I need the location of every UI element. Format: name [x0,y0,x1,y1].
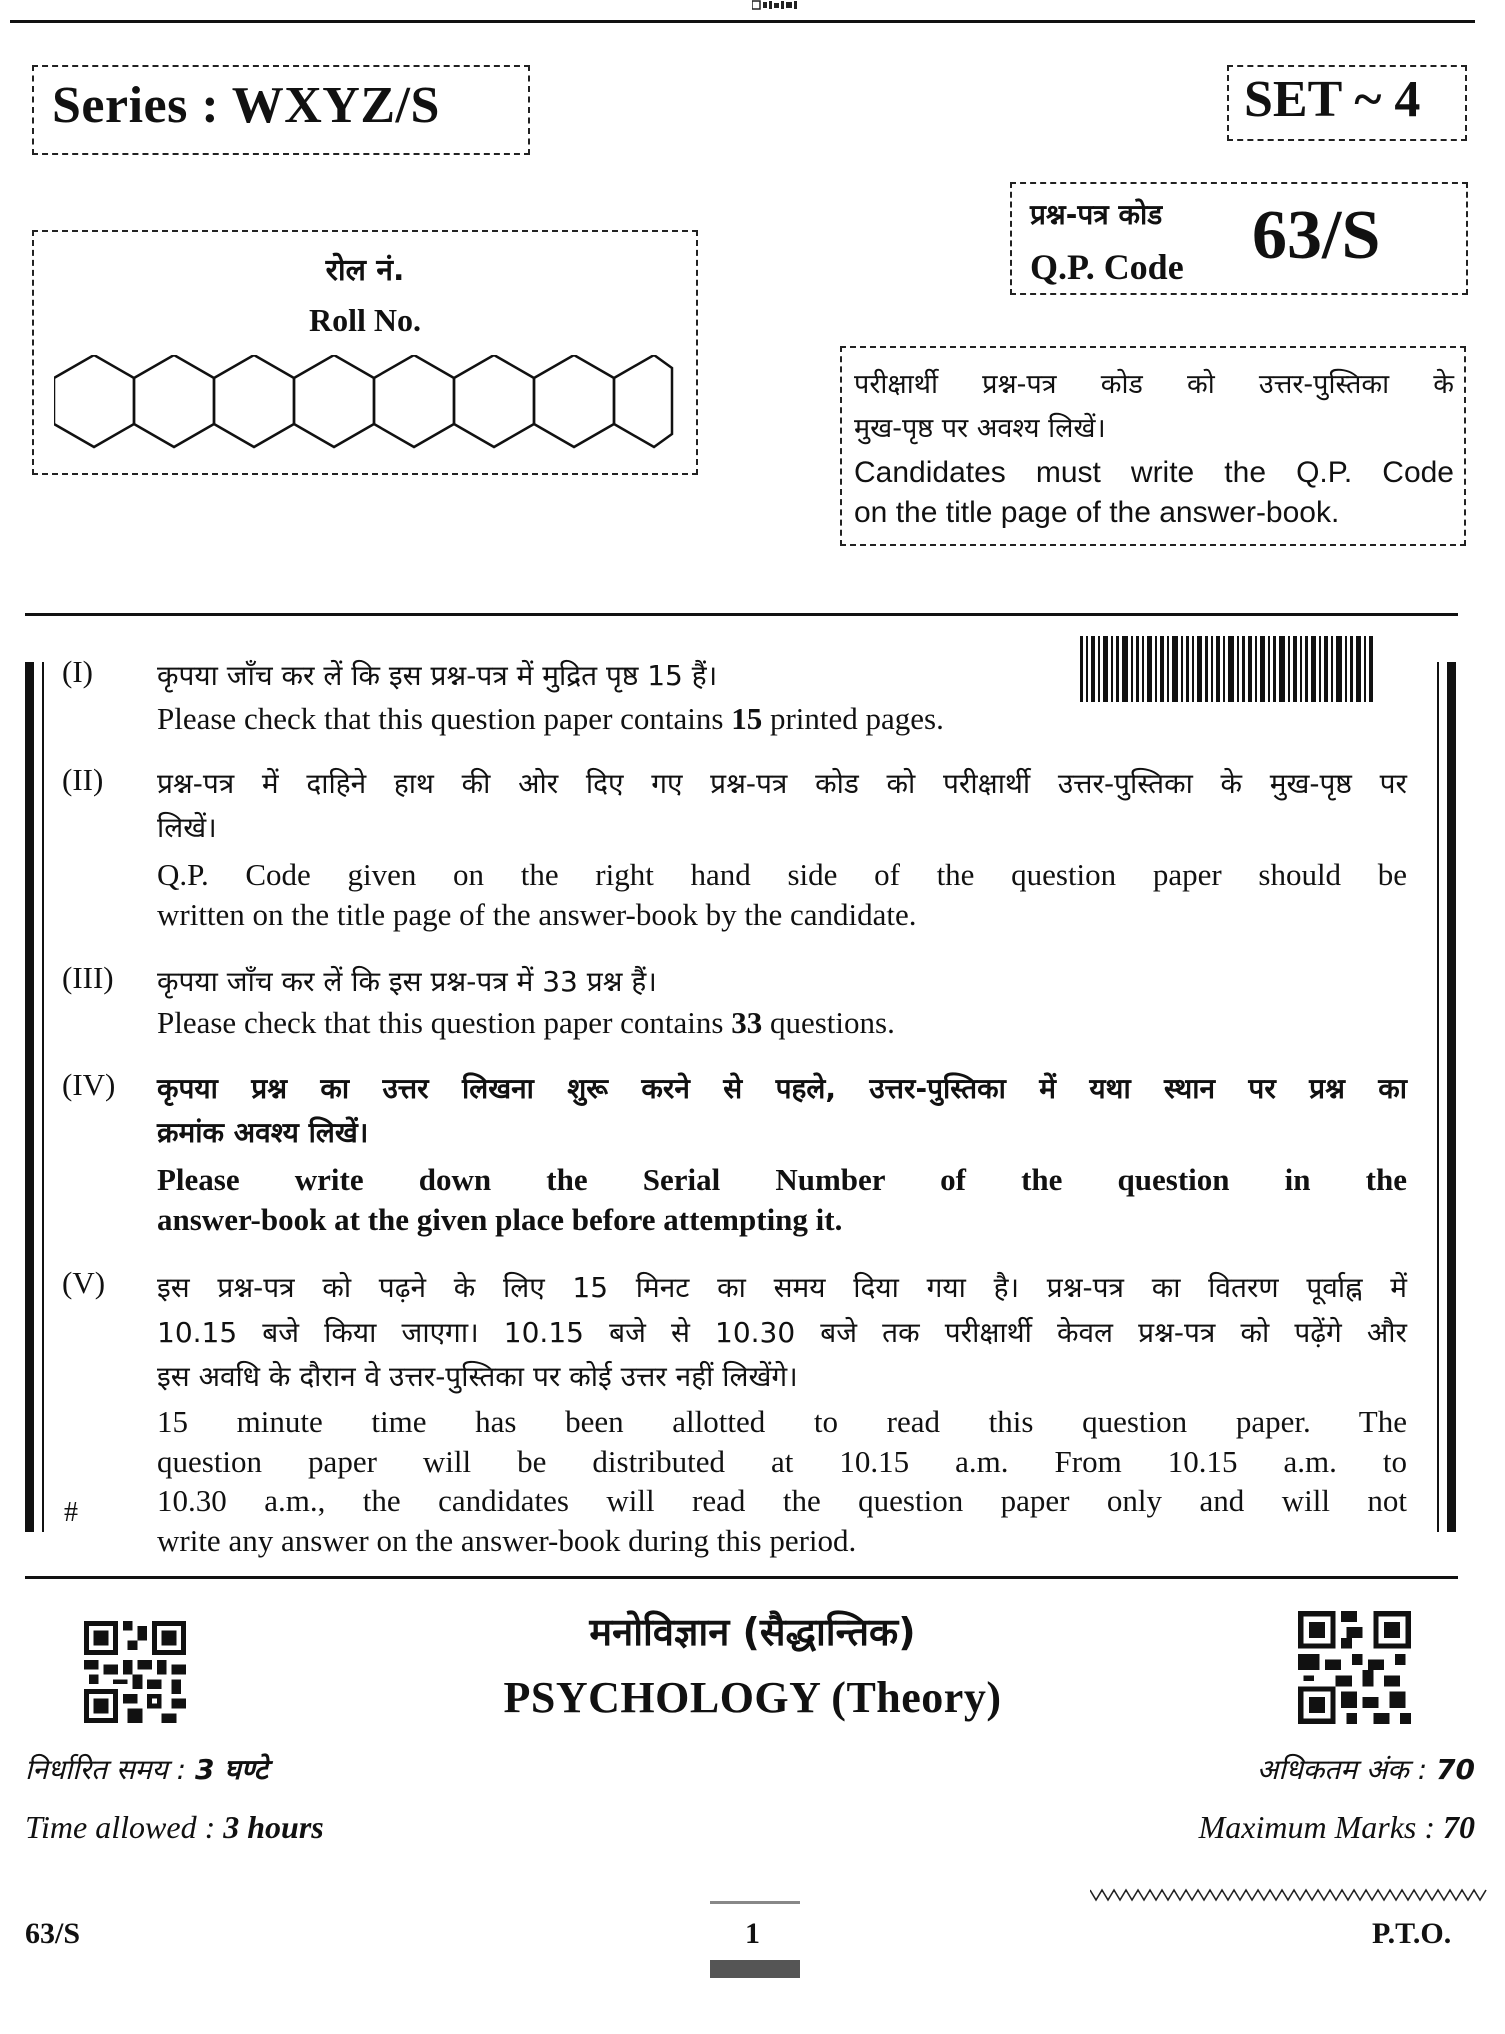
set-label: SET ~ 4 [1244,71,1421,128]
instruction-number: (IV) [62,1067,116,1102]
instruction-hindi: प्रश्न-पत्र में दाहिने हाथ की ओर दिए गए प्रश्न-पत्र कोड को परीक्षार्थी उत्तर-पुस्तिका के मुख-पृष्ठ पर [157,767,1407,800]
instruction-english: 10.30 a.m., the candidates will read the question paper only and will not [157,1483,1407,1518]
candidate-note-line: मुख-पृष्ठ पर अवश्य लिखें। [854,413,1106,444]
pto-label: P.T.O. [1372,1917,1452,1950]
instruction-english: Q.P. Code given on the right hand side of the question paper should be [157,857,1407,892]
instruction-number: (I) [62,654,93,689]
candidate-note-line: परीक्षार्थी प्रश्न-पत्र कोड को उत्तर-पुस्तिका के [854,369,1454,400]
hash-mark: # [64,1497,78,1528]
qp-code-label-hindi: प्रश्न-पत्र कोड [1030,198,1163,231]
instruction-english: written on the title page of the answer-book by the candidate. [157,897,917,932]
instruction-hindi: इस अवधि के दौरान वे उत्तर-पुस्तिका पर कोई उत्तर नहीं लिखेंगे। [157,1360,798,1393]
instruction-hindi: इस प्रश्न-पत्र को पढ़ने के लिए 15 मिनट का समय दिया गया है। प्रश्न-पत्र का वितरण पूर्वाह्न में [157,1271,1407,1304]
wavy-divider [1090,1886,1490,1904]
instruction-number: (V) [62,1265,106,1300]
section-rule [25,613,1458,616]
instruction-english: Please write down the Serial Number of the question in the [157,1162,1407,1197]
instruction-english: answer-book at the given place before attempting it. [157,1202,843,1237]
page-number: 1 [745,1917,760,1950]
qp-code-value: 63/S [1252,197,1381,274]
page-number-block [710,1960,800,1978]
instruction-english: write any answer on the answer-book during this period. [157,1523,857,1558]
footer-qp-code: 63/S [25,1917,81,1950]
subject-title-english: PSYCHOLOGY (Theory) [503,1673,1002,1722]
candidate-note-line: on the title page of the answer-book. [854,496,1340,529]
instruction-hindi: कृपया जाँच कर लें कि इस प्रश्न-पत्र में मुद्रित पृष्ठ 15 हैं। [157,659,718,692]
time-allowed-hindi: निर्धारित समय : 3 घण्टे [25,1753,268,1786]
instruction-english: Please check that this question paper contains 33 questions. [157,1005,895,1040]
instruction-number: (III) [62,960,114,995]
series-label: Series : WXYZ/S [52,77,440,134]
instruction-hindi: कृपया प्रश्न का उत्तर लिखना शुरू करने से पहले, उत्तर-पुस्तिका में यथा स्थान पर प्रश्न का [157,1072,1407,1105]
instruction-english: 15 minute time has been allotted to read this question paper. The [157,1404,1407,1439]
qp-code-label-english: Q.P. Code [1030,247,1184,287]
time-allowed-english: Time allowed : 3 hours [25,1809,324,1845]
roll-label-hindi: रोल नं. [325,253,405,288]
roll-label-english: Roll No. [309,302,421,338]
page-number-rule [710,1901,800,1904]
instruction-hindi: 10.15 बजे किया जाएगा। 10.15 बजे से 10.30 बजे तक परीक्षार्थी केवल प्रश्न-पत्र को पढ़ेंगे और [157,1316,1407,1349]
candidate-note-line: Candidates must write the Q.P. Code [854,456,1454,489]
instruction-english: Please check that this question paper contains 15 printed pages. [157,701,944,736]
top-rule [10,20,1475,23]
subject-title-hindi: मनोविज्ञान (सैद्धान्तिक) [589,1610,916,1654]
section-rule [25,1576,1458,1579]
max-marks-english: Maximum Marks : 70 [1198,1809,1475,1845]
instruction-english: question paper will be distributed at 10.15 a.m. From 10.15 a.m. to [157,1444,1407,1479]
instruction-number: (II) [62,762,104,797]
instruction-hindi: कृपया जाँच कर लें कि इस प्रश्न-पत्र में 33 प्रश्न हैं। [157,965,657,998]
instruction-hindi: लिखें। [157,811,217,844]
max-marks-hindi: अधिकतम अंक : 70 [1256,1753,1475,1786]
roll-number-hexagon-cells[interactable] [54,355,684,450]
top-qr-mark-icon [752,0,812,10]
instruction-hindi: क्रमांक अवश्य लिखें। [157,1116,369,1149]
